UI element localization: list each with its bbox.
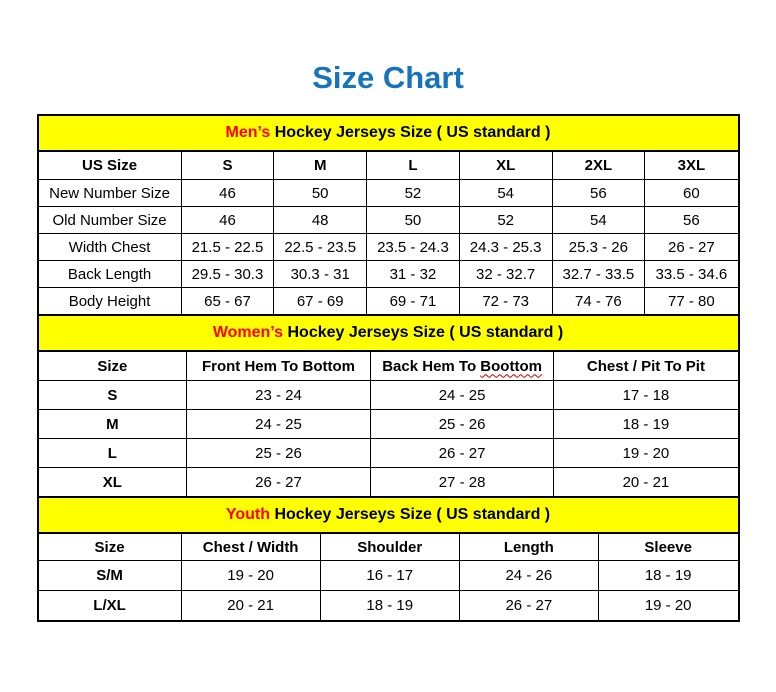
- cell-value: 17 - 18: [554, 381, 738, 410]
- mens-header-row: [39, 152, 738, 180]
- row-label: M: [39, 410, 187, 439]
- cell-value: 48: [274, 207, 367, 234]
- cell-value: 20 - 21: [181, 591, 320, 621]
- cell-value: 32.7 - 33.5: [552, 261, 645, 288]
- youth-section-band: [39, 496, 738, 534]
- table-row: [39, 288, 738, 315]
- table-row: [39, 234, 738, 261]
- table-row: [39, 561, 738, 591]
- table-row: [39, 591, 738, 621]
- cell-value: 33.5 - 34.6: [645, 261, 738, 288]
- mens-band-highlight: Men’s: [225, 124, 271, 141]
- cell-value: 23 - 24: [187, 381, 371, 410]
- cell-value: 23.5 - 24.3: [367, 234, 460, 261]
- cell-value: 26 - 27: [187, 468, 371, 497]
- row-label: S: [39, 381, 187, 410]
- cell-value: 67 - 69: [274, 288, 367, 315]
- table-row: [39, 439, 738, 468]
- column-header: M: [274, 152, 367, 180]
- cell-value: 27 - 28: [370, 468, 554, 497]
- table-row: [39, 261, 738, 288]
- cell-value: 16 - 17: [320, 561, 459, 591]
- womens-section-band: [39, 314, 738, 352]
- column-header: XL: [459, 152, 552, 180]
- column-header: Shoulder: [320, 534, 459, 561]
- youth-band-highlight: Youth: [225, 506, 270, 523]
- cell-value: 25 - 26: [187, 439, 371, 468]
- table-row: [39, 410, 738, 439]
- cell-value: 46: [181, 207, 274, 234]
- cell-value: 31 - 32: [367, 261, 460, 288]
- table-row: [39, 207, 738, 234]
- cell-value: 77 - 80: [645, 288, 738, 315]
- row-label: Old Number Size: [39, 207, 182, 234]
- mens-band-text: Hockey Jerseys Size ( US standard ): [274, 124, 551, 141]
- row-label: L/XL: [39, 591, 182, 621]
- cell-value: 24 - 25: [370, 381, 554, 410]
- cell-value: 25 - 26: [370, 410, 554, 439]
- cell-value: 54: [459, 180, 552, 207]
- column-header: S: [181, 152, 274, 180]
- row-label: Body Height: [39, 288, 182, 315]
- cell-value: 50: [367, 207, 460, 234]
- table-row: [39, 381, 738, 410]
- cell-value: 69 - 71: [367, 288, 460, 315]
- row-label: Back Length: [39, 261, 182, 288]
- cell-value: 21.5 - 22.5: [181, 234, 274, 261]
- column-header: Chest / Pit To Pit: [554, 352, 738, 381]
- womens-band-highlight: Women’s: [212, 324, 284, 341]
- row-label: S/M: [39, 561, 182, 591]
- cell-value: 72 - 73: [459, 288, 552, 315]
- column-header: 2XL: [552, 152, 645, 180]
- column-header: 3XL: [645, 152, 738, 180]
- cell-value: 52: [459, 207, 552, 234]
- cell-value: 65 - 67: [181, 288, 274, 315]
- cell-value: 18 - 19: [598, 561, 737, 591]
- cell-value: 19 - 20: [598, 591, 737, 621]
- cell-value: 20 - 21: [554, 468, 738, 497]
- misspelled-word: Boottom: [480, 357, 542, 375]
- cell-value: 29.5 - 30.3: [181, 261, 274, 288]
- row-label: New Number Size: [39, 180, 182, 207]
- cell-value: 46: [181, 180, 274, 207]
- cell-value: 30.3 - 31: [274, 261, 367, 288]
- column-header: L: [367, 152, 460, 180]
- youth-band-text: Hockey Jerseys Size ( US standard ): [274, 506, 551, 523]
- mens-size-table: [39, 152, 738, 314]
- cell-value: 19 - 20: [181, 561, 320, 591]
- table-row: [39, 468, 738, 497]
- cell-value: 32 - 32.7: [459, 261, 552, 288]
- cell-value: 60: [645, 180, 738, 207]
- column-header-text: Back Hem To: [382, 357, 477, 375]
- cell-value: 74 - 76: [552, 288, 645, 315]
- row-label: XL: [39, 468, 187, 497]
- column-header: US Size: [39, 152, 182, 180]
- cell-value: 54: [552, 207, 645, 234]
- table-row: [39, 180, 738, 207]
- cell-value: 19 - 20: [554, 439, 738, 468]
- size-chart: [37, 114, 740, 622]
- cell-value: 26 - 27: [370, 439, 554, 468]
- womens-size-table: [39, 352, 738, 496]
- cell-value: 24 - 26: [459, 561, 598, 591]
- cell-value: 18 - 19: [554, 410, 738, 439]
- womens-header-row: [39, 352, 738, 381]
- column-header: Chest / Width: [181, 534, 320, 561]
- cell-value: 50: [274, 180, 367, 207]
- column-header: Front Hem To Bottom: [187, 352, 371, 381]
- column-header: Size: [39, 534, 182, 561]
- cell-value: 26 - 27: [645, 234, 738, 261]
- column-header: Sleeve: [598, 534, 737, 561]
- youth-header-row: [39, 534, 738, 561]
- cell-value: 56: [645, 207, 738, 234]
- cell-value: 56: [552, 180, 645, 207]
- mens-section-band: [39, 116, 738, 152]
- cell-value: 52: [367, 180, 460, 207]
- column-header: Size: [39, 352, 187, 381]
- cell-value: 22.5 - 23.5: [274, 234, 367, 261]
- page-title: Size Chart: [312, 60, 464, 95]
- row-label: L: [39, 439, 187, 468]
- cell-value: 24 - 25: [187, 410, 371, 439]
- cell-value: 25.3 - 26: [552, 234, 645, 261]
- cell-value: 18 - 19: [320, 591, 459, 621]
- womens-band-text: Hockey Jerseys Size ( US standard ): [287, 324, 564, 341]
- youth-size-table: [39, 534, 738, 620]
- cell-value: 26 - 27: [459, 591, 598, 621]
- column-header: Length: [459, 534, 598, 561]
- cell-value: 24.3 - 25.3: [459, 234, 552, 261]
- row-label: Width Chest: [39, 234, 182, 261]
- column-header: [370, 352, 554, 381]
